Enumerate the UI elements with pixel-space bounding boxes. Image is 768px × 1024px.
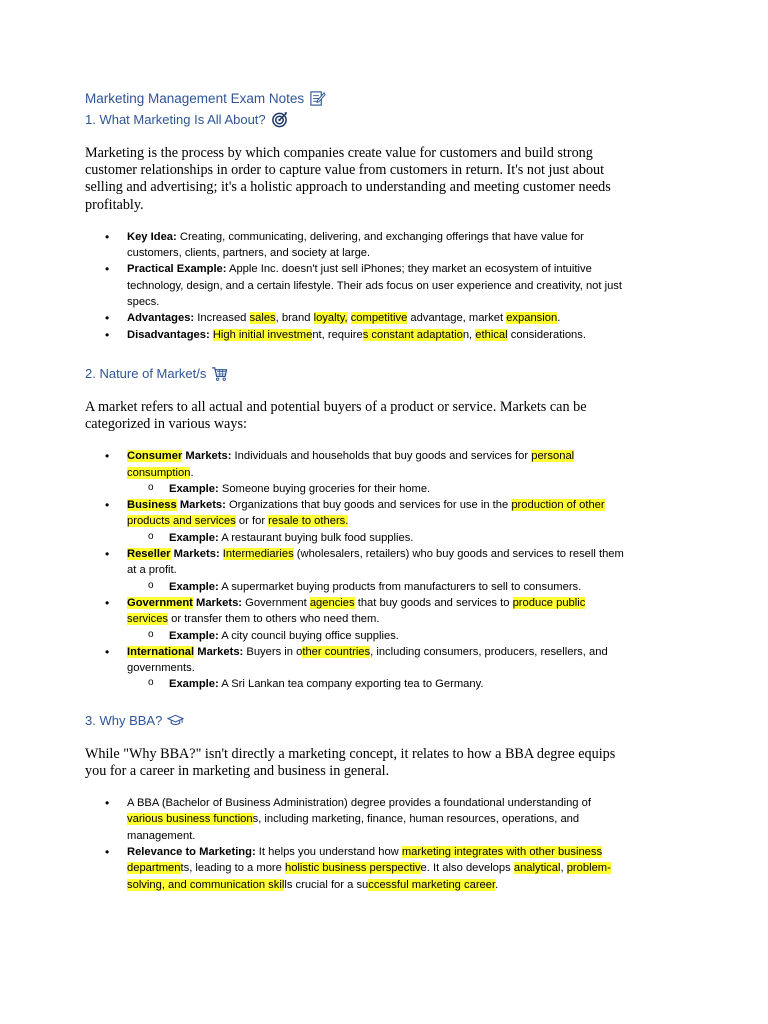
market-label: Markets: bbox=[176, 499, 226, 512]
list-item bbox=[127, 530, 625, 546]
example-label: Example: bbox=[169, 580, 219, 593]
highlight: Intermediaries bbox=[222, 548, 294, 561]
highlight: ther countries bbox=[302, 645, 371, 658]
section-1-list bbox=[85, 229, 625, 343]
highlight: Government bbox=[127, 596, 193, 609]
text-run: ts, leading to a more bbox=[180, 862, 285, 875]
example-text: A Sri Lankan tea company exporting tea to Germany. bbox=[218, 678, 484, 691]
highlight: loyalty, bbox=[313, 312, 348, 325]
example-label: Example: bbox=[169, 678, 219, 691]
text-run: advantage, market bbox=[407, 312, 507, 325]
sub-list bbox=[127, 530, 625, 546]
list-item bbox=[85, 795, 625, 844]
highlight: High initial investme bbox=[212, 328, 313, 341]
text-run: or for bbox=[235, 515, 269, 528]
list-item bbox=[127, 481, 625, 497]
target-icon bbox=[271, 111, 288, 128]
section-2-intro: A market refers to all actual and potential buyers of a product or service. Markets can be categorized in various ways: bbox=[85, 398, 587, 433]
text-run: that buy goods and services to bbox=[354, 596, 513, 609]
relevance-label: Relevance to Marketing: bbox=[127, 846, 256, 859]
document-title bbox=[85, 90, 625, 107]
text-run: s, including marketing, finance, human resources, operations, and management. bbox=[127, 813, 580, 842]
highlight: personal consumption bbox=[127, 450, 575, 479]
list-item bbox=[127, 579, 625, 595]
market-label: Markets: bbox=[182, 450, 232, 463]
market-label: Markets: bbox=[192, 596, 243, 609]
section-3-heading bbox=[85, 712, 625, 729]
highlight: problem-solving, and communication skil bbox=[127, 862, 611, 891]
sub-list bbox=[127, 676, 625, 692]
disadvantages-label: Disadvantages: bbox=[127, 328, 210, 341]
highlight: resale to others. bbox=[268, 515, 349, 528]
text-run: or transfer them to others who need them. bbox=[168, 613, 380, 626]
text-run: It helps you understand how bbox=[255, 846, 402, 859]
list-item bbox=[127, 676, 625, 692]
market-label: Markets: bbox=[194, 645, 244, 658]
text-run: Organizations that buy goods and services for use in the bbox=[225, 499, 512, 512]
highlight: competitive bbox=[350, 312, 408, 325]
key-idea-text: Creating, communicating, delivering, and exchanging offerings that have value for customers, clients, partners, and society at large. bbox=[127, 230, 584, 260]
section-3-intro: While "Why BBA?" isn't directly a marketing concept, it relates to how a BBA degree equips you for a career in marketing and business in general. bbox=[85, 745, 616, 779]
example-text: A restaurant buying bulk food supplies. bbox=[218, 531, 414, 544]
example-text: A supermarket buying products from manufacturers to sell to consumers. bbox=[218, 580, 582, 593]
text-run: nt, require bbox=[312, 328, 363, 341]
highlight: production of other products and services bbox=[127, 499, 605, 528]
practical-example-label: Practical Example: bbox=[127, 263, 227, 276]
highlight: Reseller bbox=[127, 548, 171, 561]
highlight: sales bbox=[249, 312, 276, 325]
text-run: , including consumers, producers, resellers, and governments. bbox=[127, 645, 608, 675]
text-run: . bbox=[495, 878, 499, 891]
highlight: holistic business perspectiv bbox=[284, 862, 421, 875]
example-text: Someone buying groceries for their home. bbox=[218, 482, 431, 495]
highlight: International bbox=[127, 645, 195, 658]
list-item bbox=[85, 844, 625, 893]
highlight: ethical bbox=[475, 328, 508, 341]
section-1-heading bbox=[85, 111, 625, 128]
text-run: Individuals and households that buy goods and services for bbox=[231, 450, 532, 463]
list-item bbox=[85, 261, 625, 310]
section-3-heading-text: 3. Why BBA? bbox=[85, 712, 163, 728]
highlight: marketing integrates with other business departmen bbox=[127, 846, 603, 875]
section-2-list bbox=[85, 448, 625, 692]
highlight: s constant adaptatio bbox=[362, 328, 463, 341]
section-1-heading-text: 1. What Marketing Is All About? bbox=[85, 112, 266, 127]
example-label: Example: bbox=[169, 531, 219, 544]
graduation-cap-icon bbox=[167, 712, 184, 729]
highlight: ccessful marketing career bbox=[368, 878, 496, 891]
list-item bbox=[85, 497, 625, 546]
advantages-label: Advantages: bbox=[127, 312, 195, 325]
list-item bbox=[85, 546, 625, 595]
example-text: A city council buying office supplies. bbox=[218, 629, 399, 642]
list-item bbox=[85, 595, 625, 644]
list-item bbox=[85, 327, 625, 343]
market-label: Markets: bbox=[170, 548, 220, 561]
sub-list bbox=[127, 481, 625, 497]
text-run: ls crucial for a su bbox=[284, 878, 369, 891]
list-item bbox=[85, 644, 625, 693]
text-run: , bbox=[560, 862, 567, 875]
highlight: Consumer bbox=[127, 450, 183, 463]
list-item bbox=[85, 310, 625, 326]
text-run: n, bbox=[462, 328, 476, 341]
memo-icon bbox=[309, 90, 326, 107]
highlight: produce public services bbox=[127, 596, 586, 626]
highlight: various business function bbox=[127, 813, 253, 826]
example-label: Example: bbox=[169, 629, 219, 642]
text-run: . bbox=[557, 312, 561, 325]
sub-list bbox=[127, 579, 625, 595]
example-label: Example: bbox=[169, 482, 219, 495]
text-run: . bbox=[190, 466, 194, 479]
practical-example-text: Apple Inc. doesn't just sell iPhones; they market an ecosystem of intuitive technology, design, and a certain lifestyle. Their ads focus on user experience and creativity, not just specs. bbox=[127, 263, 623, 308]
section-3-list bbox=[85, 795, 625, 893]
section-1-intro: Marketing is the process by which companies create value for customers and build strong customer relationships in order to capture value from customers in return. It's not just about selling and advertising; it's a holistic approach to understanding and meeting customer needs profitably. bbox=[85, 145, 611, 213]
list-item bbox=[127, 628, 625, 644]
text-run: Buyers in o bbox=[243, 645, 303, 658]
key-idea-label: Key Idea: bbox=[127, 230, 177, 243]
text-run: Government bbox=[242, 596, 310, 609]
highlight: Business bbox=[127, 499, 177, 512]
section-2-heading-text: 2. Nature of Market/s bbox=[85, 365, 207, 381]
highlight: agencies bbox=[309, 596, 355, 609]
section-2-heading bbox=[85, 365, 625, 382]
highlight: expansion bbox=[506, 312, 558, 325]
text-run: Increased bbox=[194, 312, 250, 325]
highlight: analytical bbox=[513, 862, 561, 875]
text-run: considerations. bbox=[507, 328, 586, 341]
document-title-text: Marketing Management Exam Notes bbox=[85, 91, 305, 106]
sub-list bbox=[127, 628, 625, 644]
list-item bbox=[85, 229, 625, 262]
text-run: , brand bbox=[275, 312, 314, 325]
text-run: A BBA (Bachelor of Business Administration) degree provides a foundational understanding of bbox=[127, 797, 591, 810]
text-run: (wholesalers, retailers) who buy goods and services to resell them at a profit. bbox=[127, 548, 624, 577]
list-item bbox=[85, 448, 625, 497]
document-page bbox=[85, 90, 625, 893]
shopping-cart-icon bbox=[211, 365, 228, 382]
text-run: e. It also develops bbox=[420, 862, 514, 875]
